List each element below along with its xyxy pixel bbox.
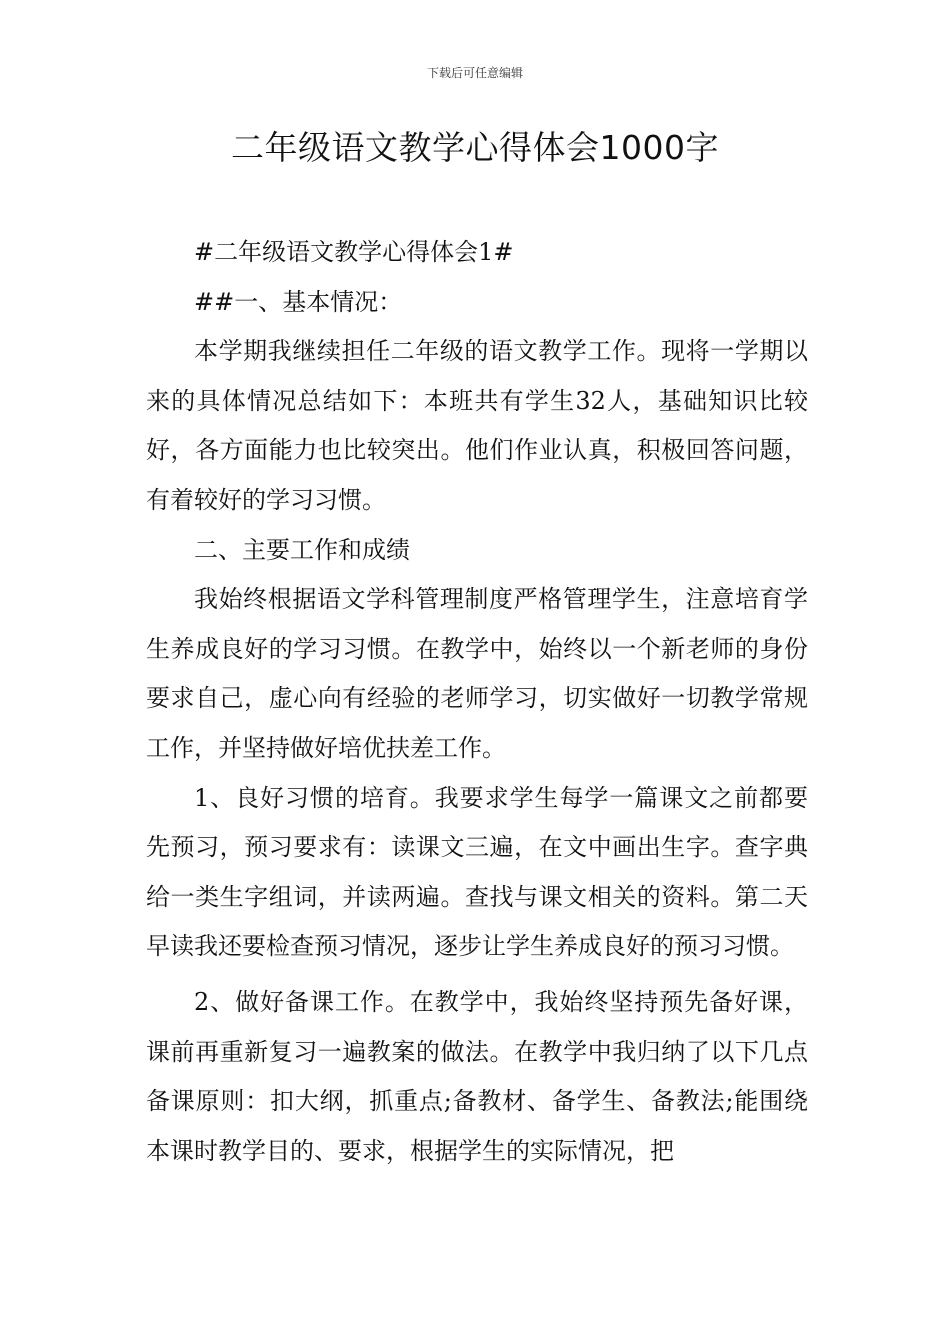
document-body: [146, 228, 808, 1176]
body-paragraph: 我始终根据语文学科管理制度严格管理学生，注意培育学生养成良好的学习习惯。在教学中，始终以一个新老师的身份要求自己，虚心向有经验的老师学习，切实做好一切教学常规工作，并坚持做好培优扶差工作。: [146, 585, 808, 762]
document-title: 二年级语文教学心得体会1000字: [231, 128, 719, 167]
subsection-heading: ##一、基本情况：: [194, 287, 403, 316]
body-paragraph: 本学期我继续担任二年级的语文教学工作。现将一学期以来的具体情况总结如下：本班共有学生32人，基础知识比较好，各方面能力也比较突出。他们作业认真，积极回答问题，有着较好的学习习惯。: [146, 337, 808, 514]
section-heading: #二年级语文教学心得体会1#: [194, 238, 514, 266]
header-note: 下载后可任意编辑: [426, 66, 523, 80]
body-paragraph: 1、良好习惯的培育。我要求学生每学一篇课文之前都要先预习，预习要求有：读课文三遍，在文中画出生字。查字典给一类生字组词，并读两遍。查找与课文相关的资料。第二天早读我还要检查预习情况，逐步让学生养成良好的预习习惯。: [146, 783, 808, 961]
subsection-heading: 二、主要工作和成绩: [194, 535, 410, 564]
body-paragraph: 2、做好备课工作。在教学中，我始终坚持预先备好课，课前再重新复习一遍教案的做法。在教学中我归纳了以下几点备课原则：扣大纲，抓重点;备教材、备学生、备教法;能围绕本课时教学目的、要求，根据学生的实际情况，把: [146, 987, 808, 1165]
